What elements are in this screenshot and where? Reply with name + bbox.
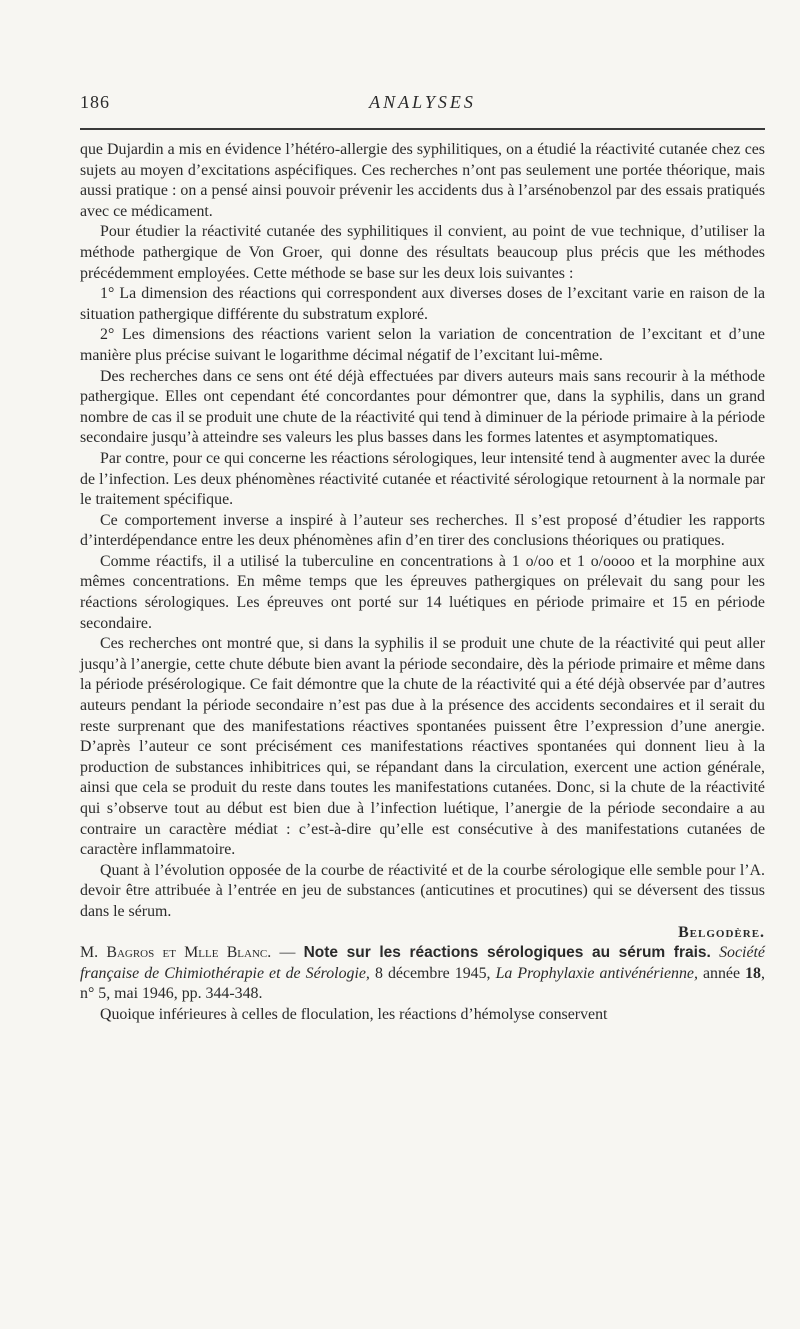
entry-dash: — xyxy=(271,944,304,962)
page-number: 186 xyxy=(80,92,110,112)
paragraph: Des recherches dans ce sens ont été déjà effectuées par divers auteurs mais sans recourir à la méthode pathergique. Elles ont cependant été concordantes pour démontrer que, dans la syphilis, dans un grand nombre de cas il se produit une chute de la réactivité qui tend à diminuer de la période primaire à la période secondaire jusqu’à atteindre ses valeurs les plus basses dans les formes latentes et asymptomatiques. xyxy=(80,367,765,447)
paragraph: Quant à l’évolution opposée de la courbe de réactivité et de la courbe sérologique elle semble pour l’A. devoir être attribuée à l’entrée en jeu de substances (anticutines et procutines) qui se déversent des tissus dans le sérum. xyxy=(80,861,765,920)
entry-title: Note sur les réactions sérologiques au sérum frais. xyxy=(303,944,711,962)
paragraph: Quoique inférieures à celles de floculation, les réactions d’hémolyse conservent xyxy=(100,1005,608,1023)
entry-issue-pages: , n° 5, mai 1946, pp. 344-348. xyxy=(80,964,765,1003)
header-rule xyxy=(80,128,765,130)
paragraph: 2° Les dimensions des réactions varient selon la variation de concentration de l’excitant et d’une manière plus précise suivant le logarithme décimal négatif de l’excitant lui-même. xyxy=(80,326,765,364)
entry-journal: La Prophylaxie antivénérienne, xyxy=(495,964,698,982)
entry-society: Société française de Chimiothérapie et de Sérologie, xyxy=(80,944,765,982)
entry-year-prefix: année xyxy=(697,964,746,982)
paragraph: Ce comportement inverse a inspiré à l’auteur ses recherches. Il s’est proposé d’étudier les rapports d’interdépendance entre les deux phénomènes afin d’en tirer des conclusions théoriques ou pratiques. xyxy=(80,511,765,550)
paragraph: Ces recherches ont montré que, si dans la syphilis il se produit une chute de la réactivité qui peut aller jusqu’à l’anergie, cette chute débute bien avant la période secondaire, dès la période primaire et même dans la période présérologique. Ce fait démontre que la chute de la réactivité qui a été déjà observée par d’autres auteurs pendant la période secondaire n’est pas due à la présence des accidents secondaires et il serait du reste surprenant que des manifestations réactives spontanées puissent être l’expression d’une anergie. D’après l’auteur ce sont précisément ces manifestations réactives spontanées qui donnent lieu à la production de substances inhibitrices qui, se répandant dans la circulation, exercent une action générale, ainsi que cela se produit du reste dans toutes les manifestations cutanées. Donc, si la chute de la réactivité qui s’observe tout au début est bien due à l’infection luétique, l’anergie de la période secondaire a au contraire un caractère médiat : c’est-à-dire qu’elle est consécutive à des manifestations cutanées de caractère inflammatoire. xyxy=(80,635,765,859)
entry-date: 8 décembre 1945, xyxy=(369,964,496,982)
paragraph: que Dujardin a mis en évidence l’hétéro-allergie des syphilitiques, on a étudié la réactivité cutanée chez ces sujets au moyen d’excitations aspécifiques. Ces recherches n’ont pas seulement une portée théorique, mais aussi pratique : on a pensé ainsi pouvoir prévenir les accidents dus à l’arsénobenzol par des essais pratiqués avec ce médicament. xyxy=(80,141,765,220)
paragraph: Comme réactifs, il a utilisé la tuberculine en concentrations à 1 o/oo et 1 o/oooo et la morphine aux mêmes concentrations. En même temps que les épreuves pathergiques on prélevait du sang pour les réactions sérologiques. Les épreuves ont porté sur 14 luétiques en période primaire et 15 en période secondaire. xyxy=(80,552,765,632)
author-signature: Belgodère. xyxy=(678,923,765,941)
paragraph: Par contre, pour ce qui concerne les réactions sérologiques, leur intensité tend à augmenter avec la durée de l’infection. Les deux phénomènes réactivité cutanée et réactivité sérologique retournent à la normale par le traitement spécifique. xyxy=(80,449,765,509)
entry-authors: M. Bagros et Mlle Blanc. xyxy=(80,944,272,962)
running-title: ANALYSES xyxy=(369,92,476,112)
article-body xyxy=(80,140,765,1026)
entry-volume: 18 xyxy=(745,964,761,982)
paragraph: 1° La dimension des réactions qui correspondent aux diverses doses de l’excitant varie en raison de la situation pathergique différente du substratum exploré. xyxy=(80,285,765,323)
paragraph: Pour étudier la réactivité cutanée des syphilitiques il convient, au point de vue technique, d’utiliser la méthode pathergique de Von Groer, qui donne des résultats beaucoup plus précis que les méthodes précédemment employées. Cette méthode se base sur les deux lois suivantes : xyxy=(80,223,765,282)
bibliographic-entry xyxy=(80,943,765,1005)
page-header xyxy=(80,92,765,116)
